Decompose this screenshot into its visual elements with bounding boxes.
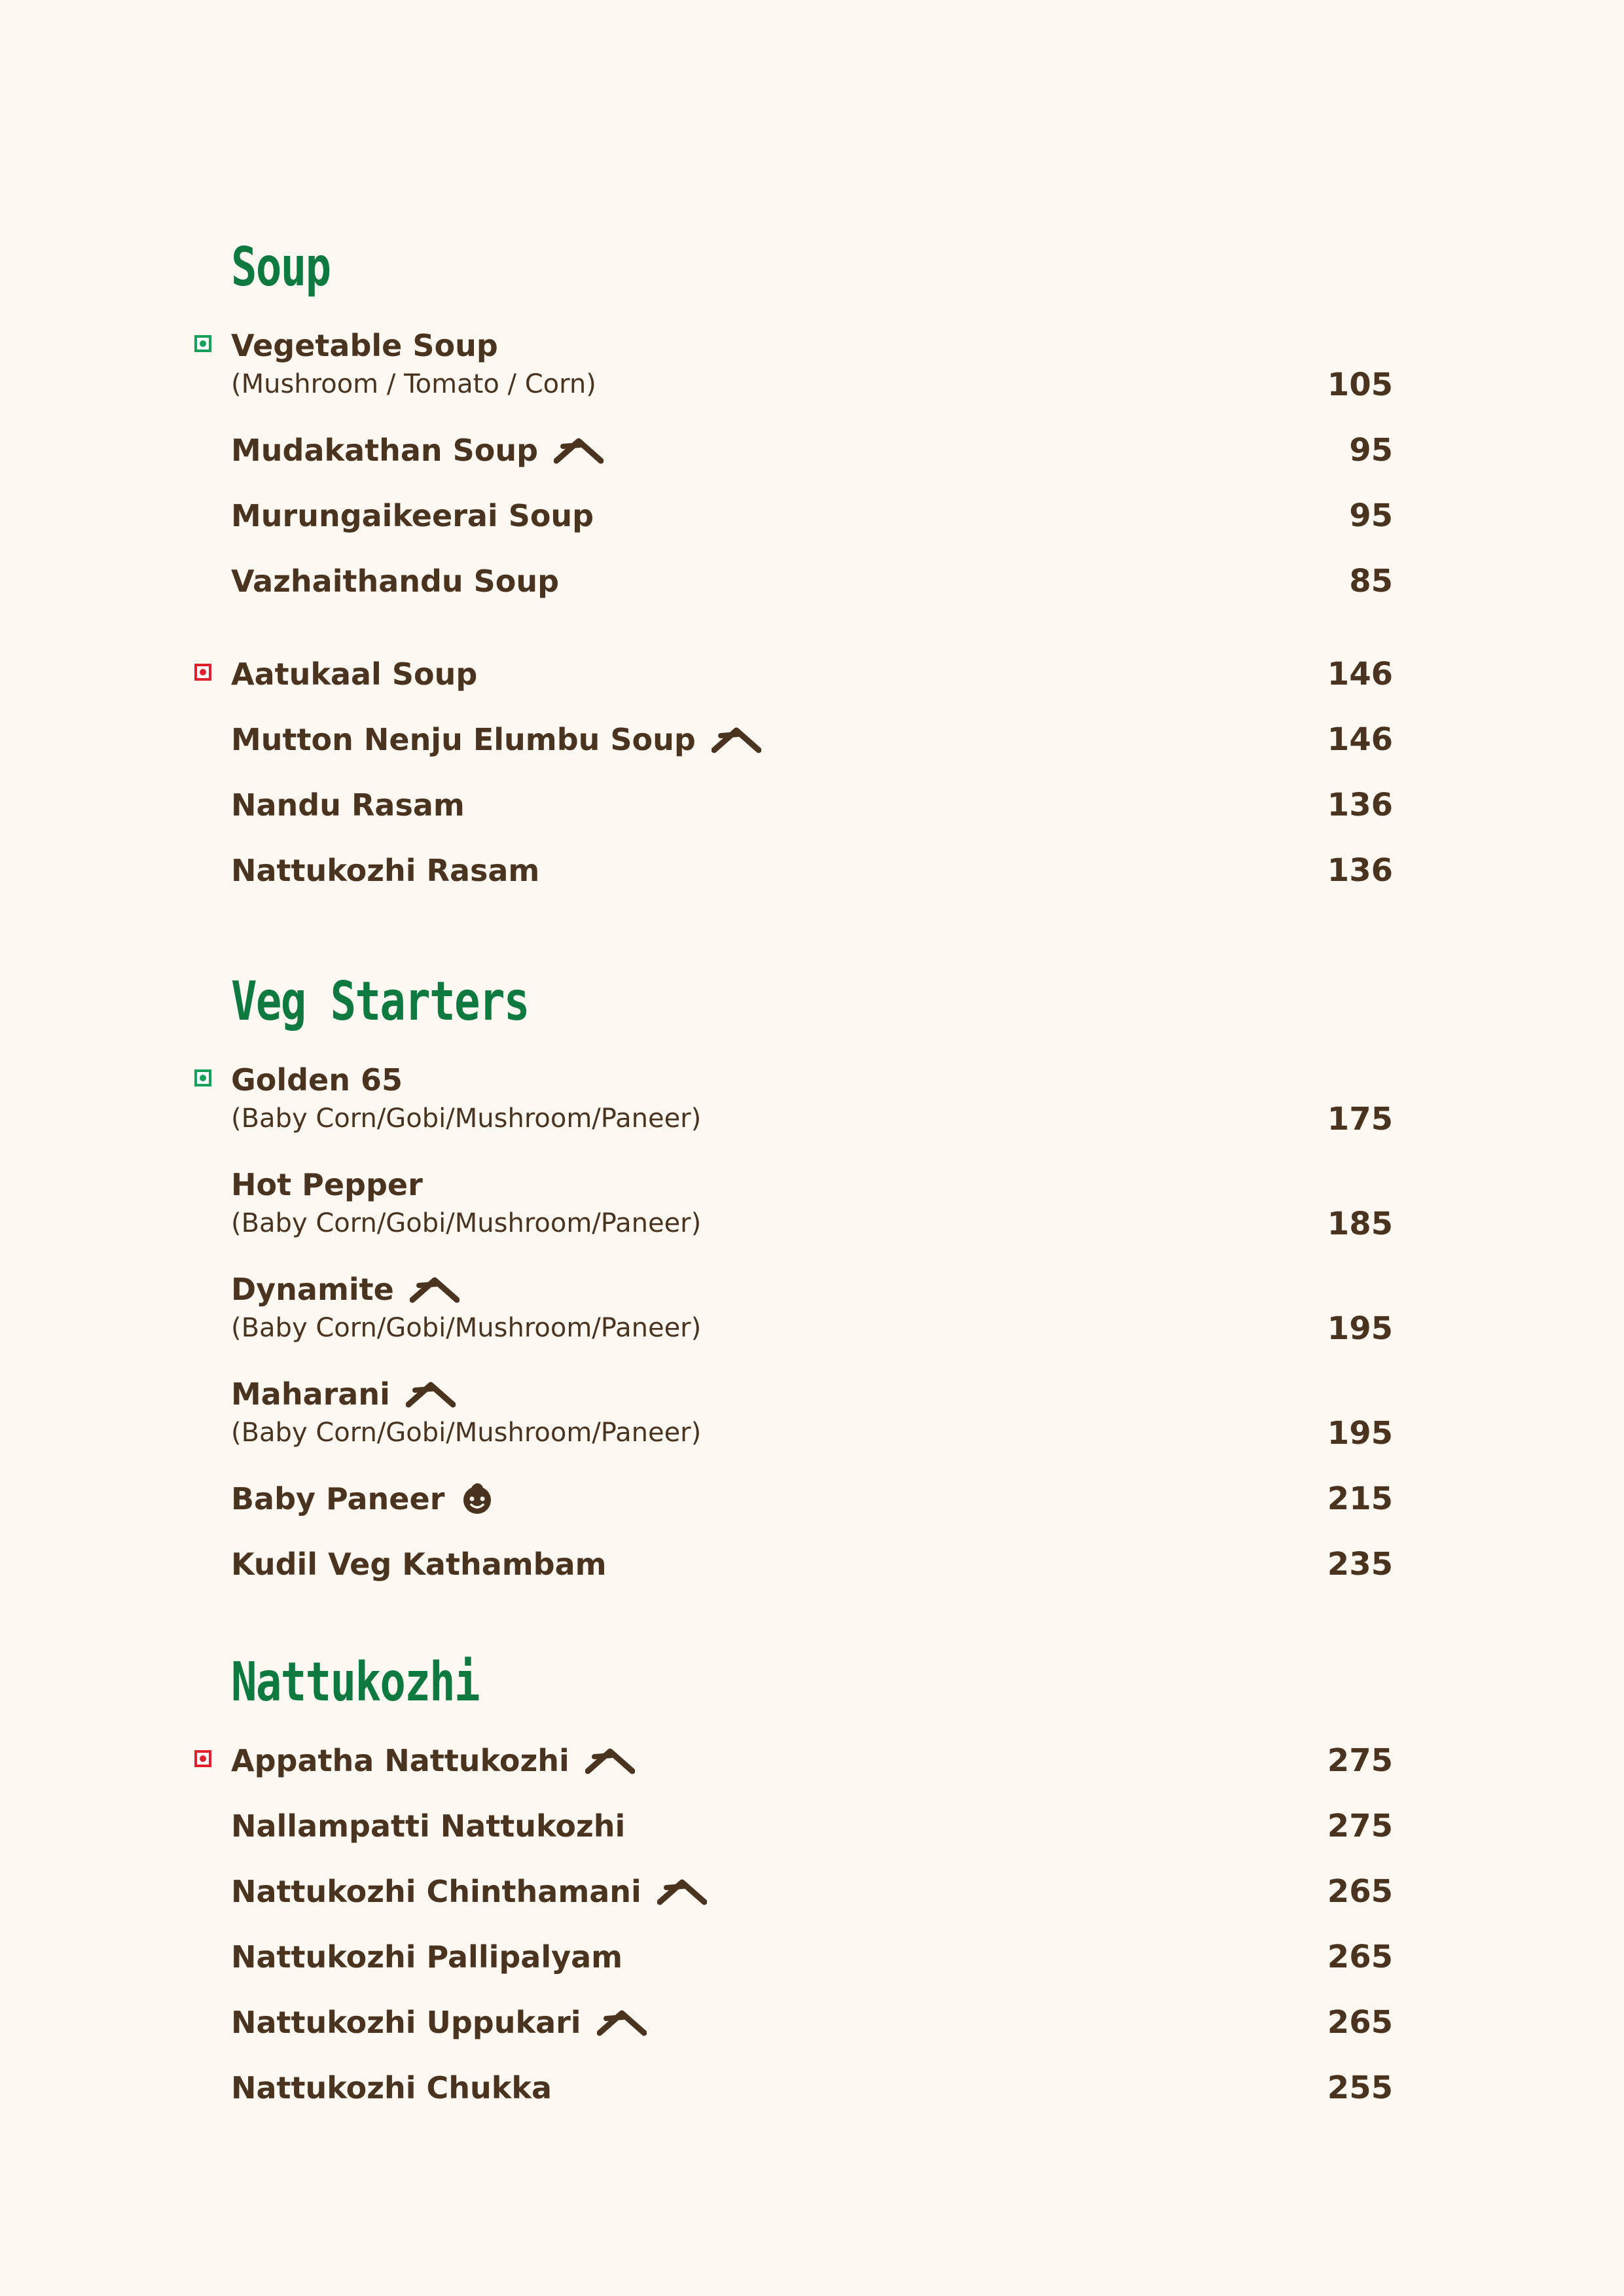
item-price: 265 [1327, 1873, 1393, 1910]
menu-item [231, 496, 1393, 535]
item-name: Vegetable Soup [231, 328, 498, 363]
chef-hat-icon [712, 725, 761, 754]
section-heading-soup: Soup [231, 236, 331, 298]
item-price: 85 [1349, 563, 1393, 600]
item-price: 136 [1327, 852, 1393, 889]
menu-item [231, 655, 1393, 694]
item-price: 265 [1327, 2004, 1393, 2041]
item-name: Hot Pepper [231, 1167, 423, 1202]
item-name: Dynamite [231, 1272, 394, 1307]
kid-face-icon [460, 1482, 494, 1516]
chef-hat-icon [554, 436, 604, 465]
chef-hat-icon [597, 2008, 647, 2037]
menu-item [231, 1937, 1393, 1977]
item-name: Nandu Rasam [231, 787, 465, 823]
item-price: 95 [1349, 432, 1393, 469]
nonveg-marker-icon [194, 1750, 211, 1767]
menu-item [231, 431, 1393, 470]
item-name: Nattukozhi Rasam [231, 853, 540, 888]
section-heading-nattukozhi: Nattukozhi [231, 1651, 479, 1713]
item-description: (Baby Corn/Gobi/Mushroom/Paneer) [231, 1418, 702, 1448]
item-name: Nattukozhi Uppukari [231, 2005, 581, 2040]
item-name: Mudakathan Soup [231, 433, 539, 468]
item-price: 195 [1327, 1310, 1393, 1347]
chef-hat-icon [410, 1275, 460, 1304]
item-name: Appatha Nattukozhi [231, 1743, 569, 1778]
item-description: (Baby Corn/Gobi/Mushroom/Paneer) [231, 1103, 702, 1134]
menu-item [231, 1374, 1393, 1452]
item-price: 275 [1327, 1808, 1393, 1844]
item-description: (Baby Corn/Gobi/Mushroom/Paneer) [231, 1208, 702, 1238]
menu-item [231, 326, 1393, 403]
chef-hat-icon [406, 1380, 456, 1408]
nonveg-marker-icon [194, 664, 211, 681]
item-name: Mutton Nenju Elumbu Soup [231, 722, 696, 757]
section-heading-veg-starters: Veg Starters [231, 971, 529, 1033]
menu-item [231, 2003, 1393, 2042]
menu-item [231, 1545, 1393, 1584]
item-name: Nallampatti Nattukozhi [231, 1808, 626, 1844]
menu-item [231, 1479, 1393, 1518]
item-name: Nattukozhi Chinthamani [231, 1874, 641, 1909]
item-name: Maharani [231, 1376, 390, 1412]
item-description: (Baby Corn/Gobi/Mushroom/Paneer) [231, 1313, 702, 1343]
item-description: (Mushroom / Tomato / Corn) [231, 369, 596, 399]
item-price: 215 [1327, 1480, 1393, 1517]
item-name: Aatukaal Soup [231, 656, 478, 692]
item-price: 95 [1349, 497, 1393, 534]
menu-item [231, 785, 1393, 825]
menu-item [231, 1872, 1393, 1911]
veg-marker-icon [194, 1069, 211, 1086]
item-price: 265 [1327, 1939, 1393, 1975]
item-price: 146 [1327, 721, 1393, 758]
menu-item [231, 1806, 1393, 1846]
menu-item [231, 720, 1393, 759]
item-price: 235 [1327, 1546, 1393, 1583]
chef-hat-icon [585, 1746, 635, 1775]
menu-item [231, 2068, 1393, 2108]
item-price: 255 [1327, 2070, 1393, 2106]
item-price: 146 [1327, 656, 1393, 692]
item-price: 175 [1327, 1101, 1393, 1138]
item-name: Nattukozhi Chukka [231, 2070, 552, 2106]
chef-hat-icon [657, 1877, 707, 1906]
item-name: Murungaikeerai Soup [231, 498, 594, 533]
menu-item [231, 1741, 1393, 1780]
item-name: Nattukozhi Pallipalyam [231, 1939, 623, 1975]
item-name: Golden 65 [231, 1062, 403, 1098]
menu-item [231, 1270, 1393, 1347]
menu-item [231, 851, 1393, 890]
item-name: Baby Paneer [231, 1481, 445, 1516]
item-price: 136 [1327, 787, 1393, 823]
item-price: 185 [1327, 1206, 1393, 1242]
item-name: Vazhaithandu Soup [231, 564, 560, 599]
menu-item [231, 1060, 1393, 1138]
item-price: 105 [1327, 367, 1393, 403]
menu-item [231, 562, 1393, 601]
item-price: 195 [1327, 1415, 1393, 1452]
menu-item [231, 1165, 1393, 1242]
veg-marker-icon [194, 335, 211, 352]
item-name: Kudil Veg Kathambam [231, 1547, 607, 1582]
item-price: 275 [1327, 1742, 1393, 1779]
